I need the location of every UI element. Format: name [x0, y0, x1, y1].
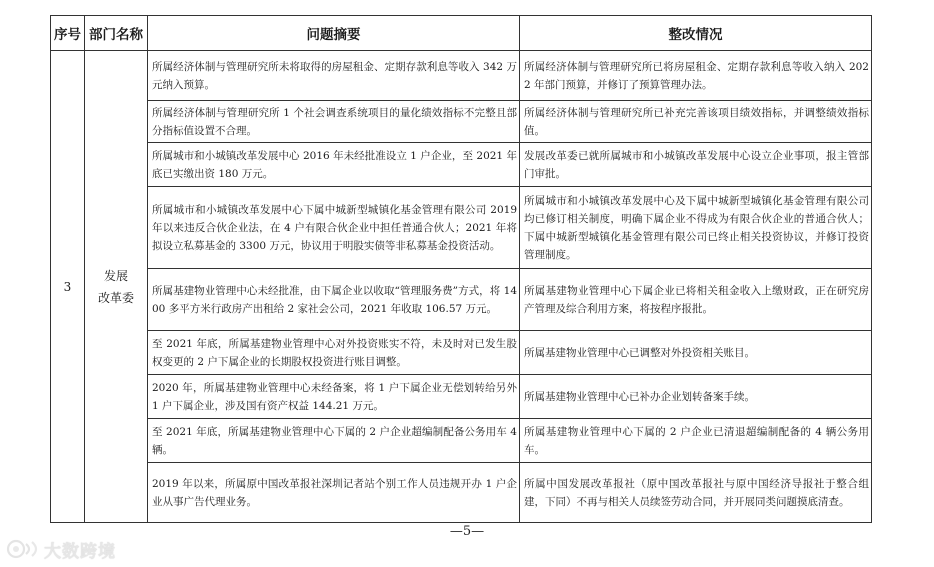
table-row [51, 51, 872, 101]
rectification-cell: 所属基建物业管理中心下属的 2 户企业已清退超编制配备的 4 辆公务用车。 [520, 419, 872, 463]
table-row [51, 375, 872, 419]
rectification-cell: 所属基建物业管理中心已调整对外投资相关账目。 [520, 331, 872, 375]
table-row [51, 187, 872, 269]
table-row [51, 143, 872, 187]
header-department: 部门名称 [85, 16, 148, 51]
table-row [51, 419, 872, 463]
table-header-row [51, 16, 872, 51]
watermark-text: 大数跨境 [44, 541, 116, 562]
problem-cell: 至 2021 年底，所属基建物业管理中心下属的 2 户企业超编制配备公务用车 4 辆。 [148, 419, 520, 463]
rectification-cell: 所属经济体制与管理研究所已将房屋租金、定期存款利息等收入纳入 2022 年部门预算，并修订了预算管理办法。 [520, 51, 872, 101]
problem-cell: 所属城市和小城镇改革发展中心下属中城新型城镇化基金管理有限公司 2019 年以来违反合伙企业法，在 4 户有限合伙企业中担任普通合伙人；2021 年将拟设立私募基金的 3300 万元，协议用于明股实债等非私募基金投资活动。 [148, 187, 520, 269]
header-rectification-status: 整改情况 [520, 16, 872, 51]
problem-cell: 所属城市和小城镇改革发展中心 2016 年未经批准设立 1 户企业，至 2021 年底已实缴出资 180 万元。 [148, 143, 520, 187]
department-cell [85, 51, 148, 523]
table-row [51, 269, 872, 331]
rectification-cell: 所属城市和小城镇改革发展中心及下属中城新型城镇化基金管理有限公司均已修订相关制度，明确下属企业不得成为有限合伙企业的普通合伙人；下属中城新型城镇化基金管理有限公司已终止相关投资协议，并修订投资管理制度。 [520, 187, 872, 269]
header-problem-summary: 问题摘要 [148, 16, 520, 51]
page-number: —5— [449, 524, 485, 539]
problem-cell: 至 2021 年底，所属基建物业管理中心对外投资账实不符，未及时对已发生股权变更的 2 户下属企业的长期股权投资进行账目调整。 [148, 331, 520, 375]
seq-cell: 3 [51, 51, 85, 523]
table-row [51, 101, 872, 143]
table-row [51, 463, 872, 523]
department-name-line-1: 发展 [103, 268, 128, 283]
rectification-cell: 发展改革委已就所属城市和小城镇改革发展中心设立企业事项，报主管部门审批。 [520, 143, 872, 187]
rectification-table [50, 15, 872, 523]
problem-cell: 所属经济体制与管理研究所 1 个社会调查系统项目的量化绩效指标不完整且部分指标值设置不合理。 [148, 101, 520, 143]
problem-cell: 所属经济体制与管理研究所未将取得的房屋租金、定期存款利息等收入 342 万元纳入预算。 [148, 51, 520, 101]
problem-cell: 2020 年，所属基建物业管理中心未经备案，将 1 户下属企业无偿划转给另外 1 户下属企业，涉及国有资产权益 144.21 万元。 [148, 375, 520, 419]
rectification-cell: 所属基建物业管理中心已补办企业划转备案手续。 [520, 375, 872, 419]
watermark [6, 536, 116, 562]
department-name-line-2: 改革委 [97, 290, 134, 305]
rectification-cell: 所属经济体制与管理研究所已补充完善该项目绩效指标，并调整绩效指标值。 [520, 101, 872, 143]
logo-icon [6, 538, 42, 560]
problem-cell: 所属基建物业管理中心未经批准，由下属企业以收取“管理服务费”方式，将 1400 多平方米行政房产出租给 2 家社会公司，2021 年收取 106.57 万元。 [148, 269, 520, 331]
table-row [51, 331, 872, 375]
header-seq: 序号 [51, 16, 85, 51]
problem-cell: 2019 年以来，所属原中国改革报社深圳记者站个别工作人员违规开办 1 户企业从事广告代理业务。 [148, 463, 520, 523]
rectification-cell: 所属基建物业管理中心下属企业已将相关租金收入上缴财政，正在研究房产管理及综合利用方案，将按程序报批。 [520, 269, 872, 331]
rectification-cell: 所属中国发展改革报社（原中国改革报社与原中国经济导报社于整合组建，下同）不再与相关人员续签劳动合同，并开展同类问题摸底清查。 [520, 463, 872, 523]
